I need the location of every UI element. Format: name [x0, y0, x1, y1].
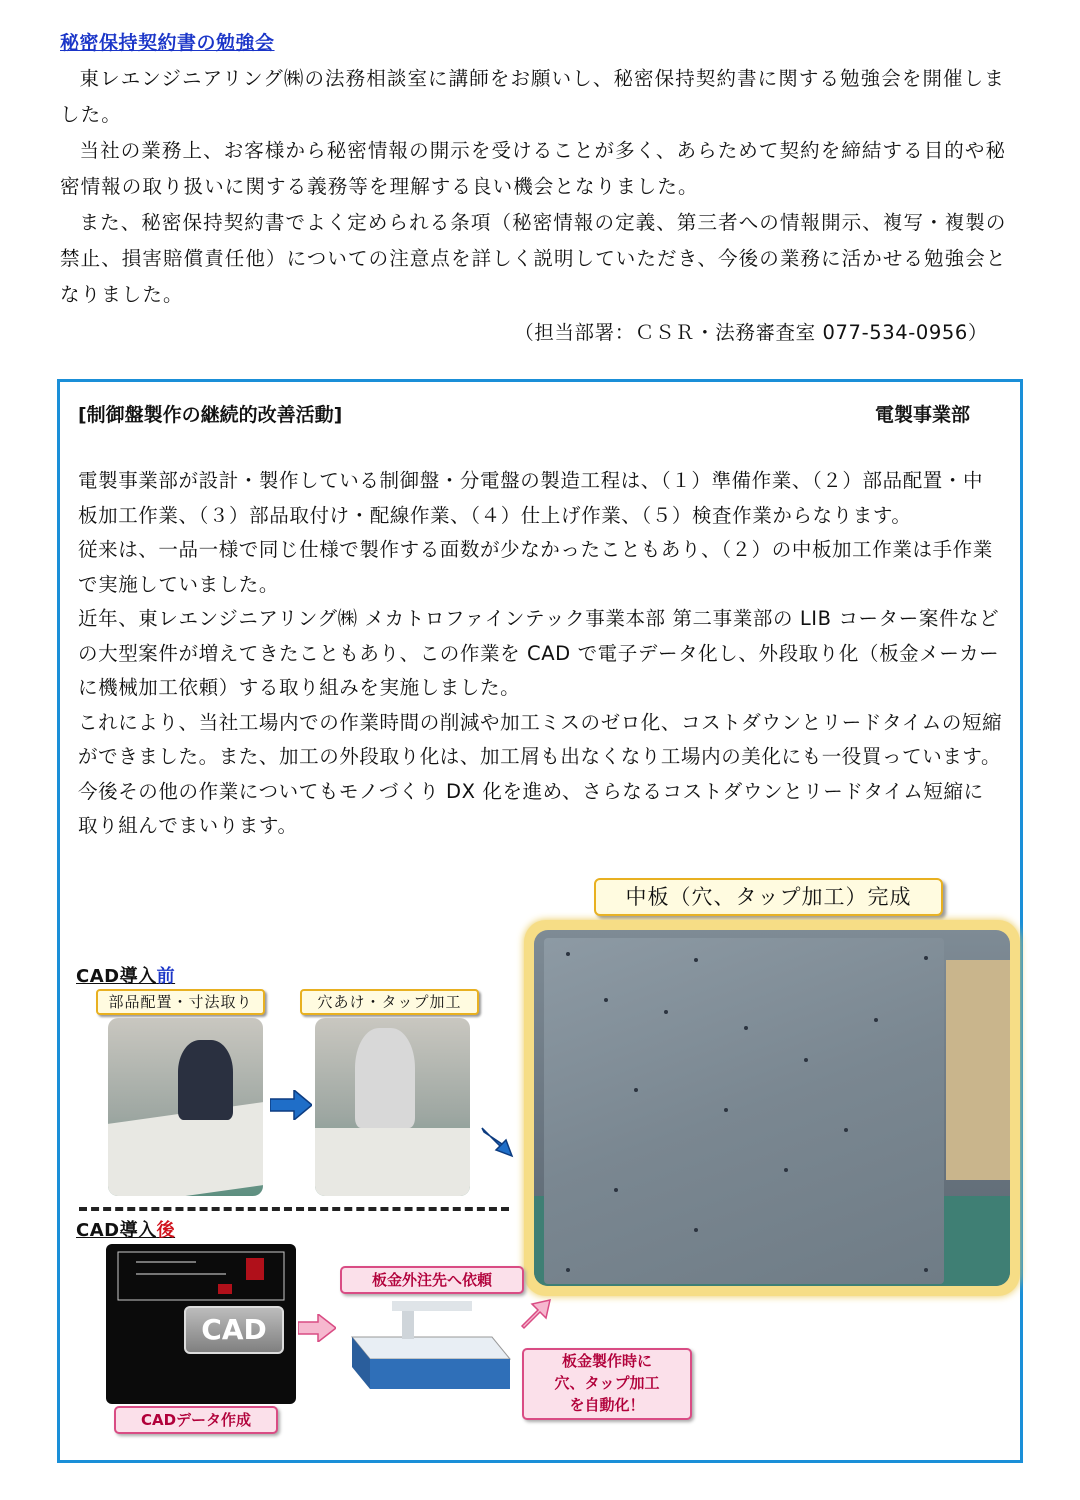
improvement-paragraph-2: 従来は、一品一様で同じ仕様で製作する面数が少なかったこともあり、（２）の中板加工作業は手作業で実施していました。: [78, 538, 993, 596]
before-cad-suffix: 前: [156, 966, 176, 987]
after-cad-label: [76, 1216, 175, 1242]
nda-paragraph-1: 東レエンジニアリング㈱の法務相談室に講師をお願いし、秘密保持契約書に関する勉強会を開催しました。: [60, 67, 1005, 126]
cad-drawing-lines: [106, 1244, 296, 1304]
nda-section-title: 秘密保持契約書の勉強会: [60, 32, 275, 54]
arrow-diag-icon: [478, 1120, 518, 1160]
before-cad-prefix: CAD導入: [76, 966, 157, 987]
drilled-plate: [544, 938, 944, 1284]
after-cad-prefix: CAD導入: [76, 1220, 157, 1241]
pink-arrow-diag-icon: [518, 1296, 554, 1332]
improvement-body: [78, 464, 1003, 844]
cad-screen-text: CAD: [184, 1306, 284, 1354]
auto-processing-note: 板金製作時に 穴、タップ加工 を自動化！: [522, 1348, 692, 1420]
cad-computer-image: [106, 1244, 296, 1404]
department-name: 電製事業部: [874, 404, 970, 426]
before-after-divider: [79, 1207, 509, 1211]
finished-plate-photo: [524, 920, 1020, 1296]
step-layout-measure: 部品配置・寸法取り: [96, 989, 265, 1015]
pink-arrow-right-icon: [298, 1314, 336, 1342]
manual-drilling-photo: [315, 1018, 470, 1196]
arrow-right-icon: [270, 1090, 312, 1120]
laser-cutter-image: [342, 1297, 512, 1395]
improvement-section-box: [57, 379, 1023, 1463]
shelf-background: [946, 960, 1010, 1180]
outsource-label: 板金外注先へ依頼: [340, 1266, 524, 1294]
before-cad-label: [76, 962, 175, 988]
step-drill-tap: 穴あけ・タップ加工: [300, 989, 479, 1015]
result-label: 中板（穴、タップ加工）完成: [594, 878, 943, 916]
nda-paragraph-3: また、秘密保持契約書でよく定められる条項（秘密情報の定義、第三者への情報開示、複写・複製の禁止、損害賠償責任他）についての注意点を詳しく説明していただき、今後の業務に活かせる勉強会となりました。: [60, 211, 1007, 306]
cad-data-label: CADデータ作成: [114, 1406, 278, 1434]
nda-study-section: [60, 28, 1010, 351]
nda-contact: （担当部署：ＣＳＲ・法務審査室 077-534-0956）: [514, 321, 988, 344]
improvement-section-title: [制御盤製作の継続的改善活動]: [78, 404, 343, 426]
improvement-paragraph-1: 電製事業部が設計・製作している制御盤・分電盤の製造工程は、（１）準備作業、（２）部品配置・中板加工作業、（３）部品取付け・配線作業、（４）仕上げ作業、（５）検査作業からなります。: [78, 469, 984, 527]
nda-paragraph-2: 当社の業務上、お客様から秘密情報の開示を受けることが多く、あらためて契約を締結する目的や秘密情報の取り扱いに関する義務等を理解する良い機会となりました。: [60, 139, 1007, 198]
manual-layout-photo: [108, 1018, 263, 1196]
improvement-paragraph-3: 近年、東レエンジニアリング㈱ メカトロファインテック事業本部 第二事業部の LIB コーター案件などの大型案件が増えてきたこともあり、この作業を CAD で電子データ化し、外段取り化（板金メーカーに機械加工依頼）する取り組みを実施しました。: [78, 607, 1000, 699]
improvement-paragraph-4: これにより、当社工場内での作業時間の削減や加工ミスのゼロ化、コストダウンとリードタイムの短縮ができました。また、加工の外段取り化は、加工屑も出なくなり工場内の美化にも一役買っています。今後その他の作業についてもモノづくり DX 化を進め、さらなるコストダウンとリードタイム短縮に取り組んでまいります。: [78, 710, 1003, 837]
after-cad-suffix: 後: [156, 1220, 176, 1241]
